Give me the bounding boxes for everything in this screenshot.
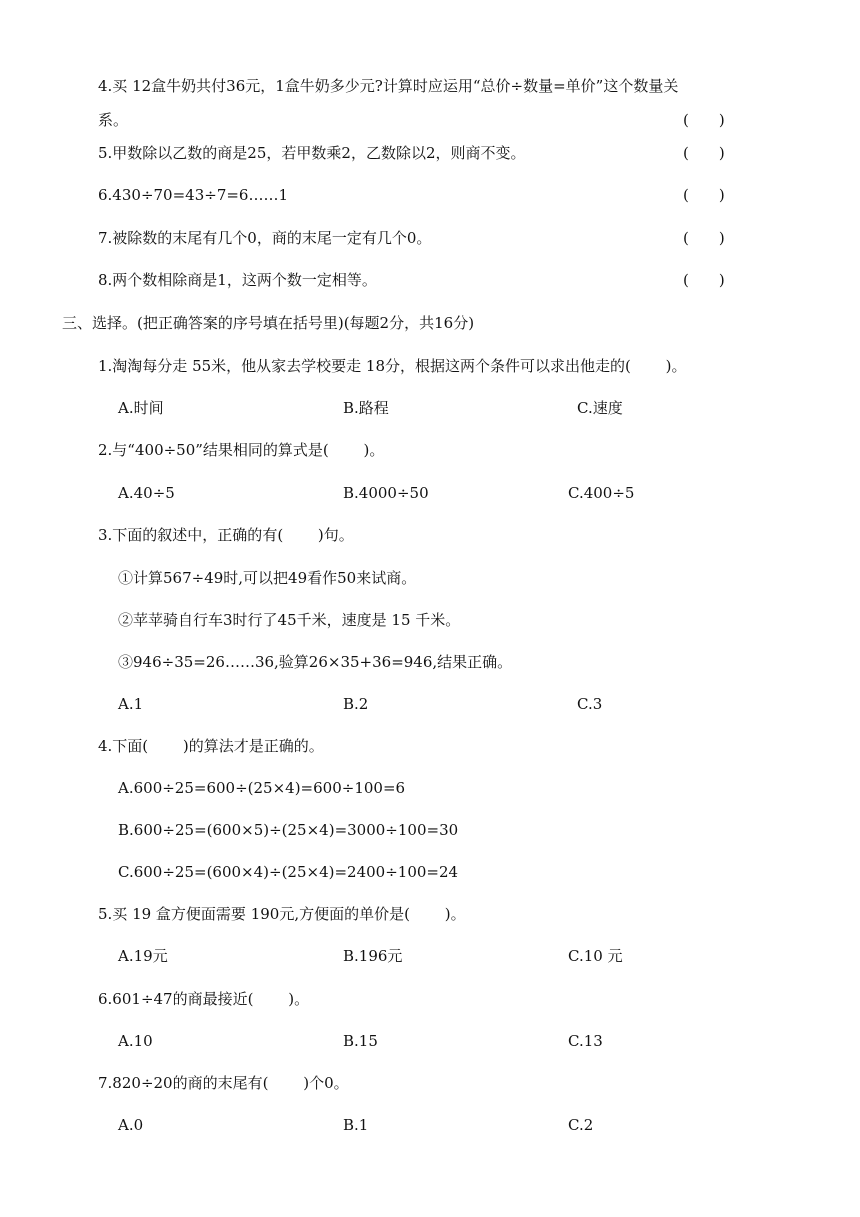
q6-option-c[interactable]: C.13	[568, 1032, 603, 1050]
judge-item-4: 4.买 12盒牛奶共付36元，1盒牛奶多少元?计算时应运用“总价÷数量=单价”这个数量关	[98, 77, 679, 95]
q2-option-b[interactable]: B.4000÷50	[343, 484, 429, 502]
answer-paren-7[interactable]: ( )	[683, 229, 725, 247]
judge-item-7: 7.被除数的末尾有几个0，商的末尾一定有几个0。	[98, 229, 432, 247]
q5-option-a[interactable]: A.19元	[118, 947, 168, 965]
q3-option-c[interactable]: C.3	[577, 695, 603, 713]
q1-option-b[interactable]: B.路程	[343, 399, 389, 417]
q4-option-a[interactable]: A.600÷25=600÷(25×4)=600÷100=6	[118, 779, 406, 797]
judge-item-6: 6.430÷70=43÷7=6……1	[98, 186, 289, 204]
q5-option-c[interactable]: C.10 元	[568, 947, 623, 965]
section-heading: 三、选择。(把正确答案的序号填在括号里)(每题2分，共16分)	[62, 314, 475, 332]
q7-option-b[interactable]: B.1	[343, 1116, 369, 1134]
q3-statement-3: ③946÷35=26……36,验算26×35+36=946,结果正确。	[118, 653, 513, 671]
answer-paren-4[interactable]: ( )	[683, 111, 725, 129]
question-1: 1.淘淘每分走 55米，他从家去学校要走 18分，根据这两个条件可以求出他走的( )。	[98, 357, 687, 375]
question-3: 3.下面的叙述中，正确的有( )句。	[98, 526, 354, 544]
q4-option-b[interactable]: B.600÷25=(600×5)÷(25×4)=3000÷100=30	[118, 821, 459, 839]
judge-item-5: 5.甲数除以乙数的商是25，若甲数乘2，乙数除以2，则商不变。	[98, 144, 526, 162]
q6-option-a[interactable]: A.10	[118, 1032, 153, 1050]
q2-option-a[interactable]: A.40÷5	[118, 484, 175, 502]
q1-option-a[interactable]: A.时间	[118, 399, 164, 417]
q5-option-b[interactable]: B.196元	[343, 947, 403, 965]
q3-statement-2: ②苹苹骑自行车3时行了45千米，速度是 15 千米。	[118, 611, 461, 629]
q3-option-a[interactable]: A.1	[118, 695, 144, 713]
answer-paren-5[interactable]: ( )	[683, 144, 725, 162]
question-2: 2.与“400÷50”结果相同的算式是( )。	[98, 441, 385, 459]
q2-option-c[interactable]: C.400÷5	[568, 484, 635, 502]
question-4: 4.下面( )的算法才是正确的。	[98, 737, 324, 755]
answer-paren-6[interactable]: ( )	[683, 186, 725, 204]
q6-option-b[interactable]: B.15	[343, 1032, 378, 1050]
q7-option-a[interactable]: A.0	[118, 1116, 144, 1134]
question-6: 6.601÷47的商最接近( )。	[98, 990, 310, 1008]
q3-option-b[interactable]: B.2	[343, 695, 369, 713]
q4-option-c[interactable]: C.600÷25=(600×4)÷(25×4)=2400÷100=24	[118, 863, 459, 881]
q7-option-c[interactable]: C.2	[568, 1116, 594, 1134]
question-7: 7.820÷20的商的末尾有( )个0。	[98, 1074, 349, 1092]
q1-option-c[interactable]: C.速度	[577, 399, 623, 417]
answer-paren-8[interactable]: ( )	[683, 271, 725, 289]
question-5: 5.买 19 盒方便面需要 190元,方便面的单价是( )。	[98, 905, 466, 923]
judge-item-4-continued: 系。	[98, 111, 129, 129]
judge-item-8: 8.两个数相除商是1，这两个数一定相等。	[98, 271, 377, 289]
q3-statement-1: ①计算567÷49时,可以把49看作50来试商。	[118, 569, 417, 587]
